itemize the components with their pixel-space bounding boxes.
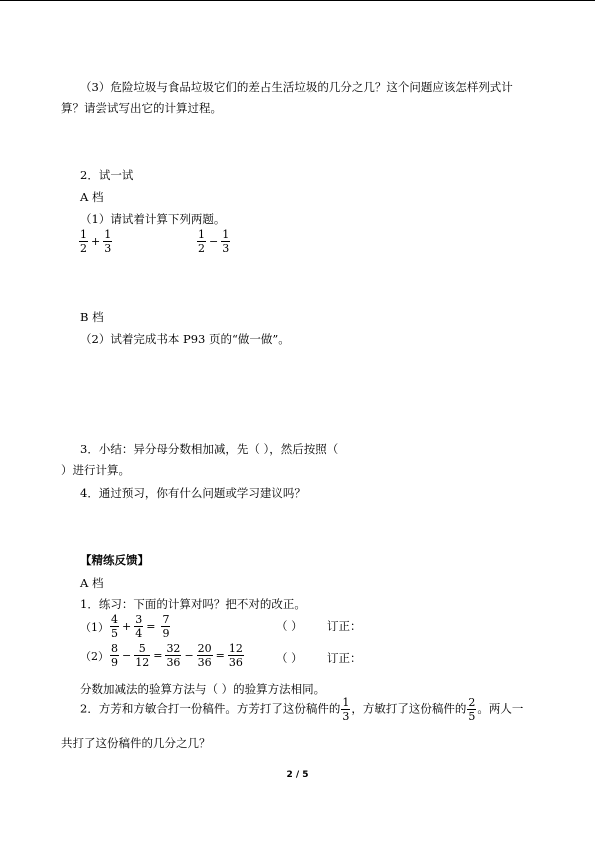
fraction: $\frac{8}{9}$ [111, 642, 118, 669]
fraction: $\frac{1}{3}$ [222, 228, 230, 255]
operator: − [122, 649, 132, 662]
item-label: （2） [80, 649, 109, 663]
q2-text-part3: 。两人一 [477, 701, 524, 716]
try-q1: （1）请试着计算下列两题。 [80, 212, 226, 226]
fraction: $\frac{20}{36}$ [197, 642, 212, 669]
feedback-q2-line2: 共打了这份稿件的几分之几？ [61, 736, 211, 750]
fraction: $\frac{5}{12}$ [135, 642, 150, 669]
fraction: $\frac{1}{2}$ [80, 228, 87, 255]
fraction: $\frac{7}{9}$ [162, 613, 170, 640]
q2-text-part1: 2．方芳和方敏合打一份稿件。方芳打了这份稿件的 [80, 701, 341, 716]
fraction: $\frac{1}{3}$ [342, 696, 350, 723]
item1-correction-label: 订正： [327, 619, 362, 633]
operator: + [122, 620, 132, 633]
try-expr2 [196, 229, 231, 254]
fraction: $\frac{4}{5}$ [111, 613, 118, 640]
fraction: $\frac{2}{5}$ [468, 696, 476, 723]
q2-text-part2: ，方敏打了这份稿件的 [351, 701, 467, 716]
operator: − [184, 649, 194, 662]
q3-line2: 算？请尝试写出它的计算过程。 [61, 101, 222, 115]
operator: = [146, 620, 156, 633]
fraction: $\frac{1}{3}$ [104, 228, 112, 255]
feedback-item1 [80, 614, 171, 639]
operator: = [153, 649, 163, 662]
summary-line2: ）进行计算。 [61, 463, 130, 477]
item-label: （1） [80, 620, 109, 634]
feedback-item2 [80, 643, 245, 668]
fraction: $\frac{3}{4}$ [135, 613, 143, 640]
try-expr1 [78, 229, 113, 254]
q3-line1: （3）危险垃圾与食品垃圾它们的差占生活垃圾的几分之几？这个问题应该怎样列式计 [80, 80, 513, 94]
operator: − [209, 235, 219, 248]
page-number: 2 / 5 [286, 770, 309, 780]
header-rule [0, 0, 595, 1]
summary-line1: 3．小结：异分母分数相加减，先（ ），然后按照（ [80, 442, 339, 456]
try-level-a: A 档 [80, 190, 104, 204]
summary-q4: 4．通过预习，你有什么问题或学习建议吗？ [80, 486, 306, 500]
feedback-q1: 1．练习：下面的计算对吗？把不对的改正。 [80, 597, 306, 611]
operator: + [91, 235, 101, 248]
try-heading: 2．试一试 [80, 168, 134, 182]
try-q2: （2）试着完成书本 P93 页的“做一做”。 [80, 332, 290, 346]
item2-correction-label: 订正： [327, 651, 362, 665]
verify-sentence: 分数加减法的验算方法与（ ）的验算方法相同。 [80, 682, 326, 696]
item1-check-blank[interactable]: （ ） [276, 619, 303, 633]
fraction: $\frac{12}{36}$ [228, 642, 243, 669]
fraction: $\frac{32}{36}$ [166, 642, 181, 669]
try-level-b: B 档 [80, 310, 104, 324]
feedback-heading: 【精练反馈】 [80, 553, 149, 567]
fraction: $\frac{1}{2}$ [198, 228, 205, 255]
feedback-level-a: A 档 [80, 576, 104, 590]
item2-check-blank[interactable]: （ ） [276, 651, 303, 665]
operator: = [215, 649, 225, 662]
feedback-q2-line1 [80, 697, 523, 722]
